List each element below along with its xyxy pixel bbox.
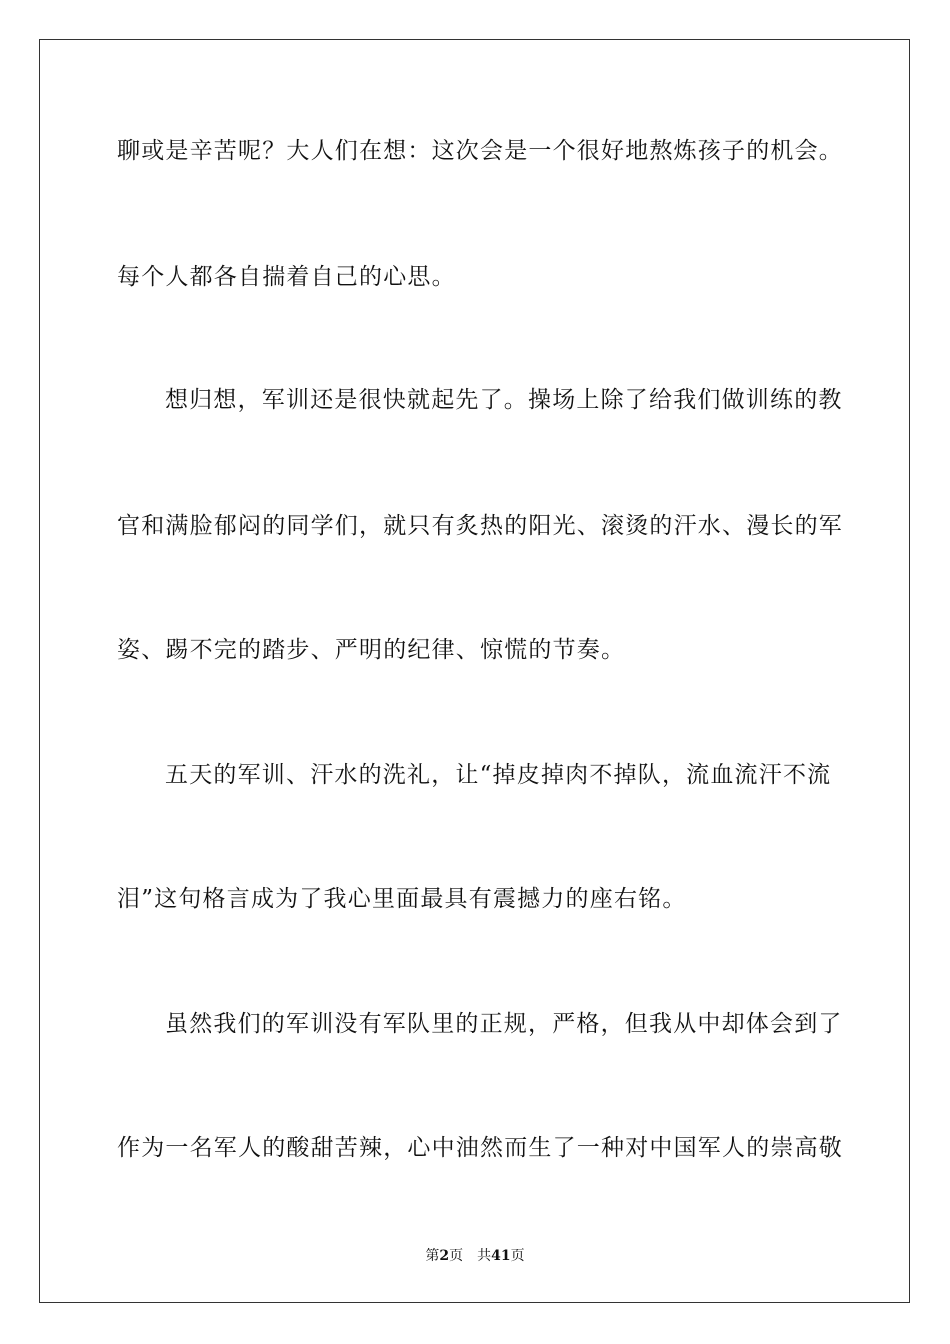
total-suffix: 页 (510, 1248, 525, 1264)
text-line: 官和满脸郁闷的同学们，就只有炙热的阳光、滚烫的汗水、漫长的军 (117, 513, 843, 539)
paragraph-start-line: 五天的军训、汗水的洗礼，让“掉皮掉肉不掉队，流血流汗不流 (165, 762, 832, 788)
text-line: 泪”这句格言成为了我心里面最具有震撼力的座右铭。 (117, 886, 687, 912)
page-footer (0, 1246, 950, 1266)
text-line: 作为一名军人的酸甜苦辣，心中油然而生了一种对中国军人的崇高敬 (117, 1135, 843, 1161)
text-line: 姿、踢不完的踏步、严明的纪律、惊慌的节奏。 (117, 637, 626, 663)
paragraph-start-line: 想归想，军训还是很快就起先了。操场上除了给我们做训练的教 (165, 387, 843, 413)
total-pages-number: 41 (491, 1248, 511, 1264)
page-border (39, 39, 910, 1303)
text-line: 每个人都各自揣着自己的心思。 (117, 264, 456, 290)
text-line: 聊或是辛苦呢？大人们在想：这次会是一个很好地熬炼孩子的机会。 (117, 138, 843, 164)
paragraph-start-line: 虽然我们的军训没有军队里的正规，严格，但我从中却体会到了 (165, 1011, 843, 1037)
page-suffix: 页 (449, 1248, 464, 1264)
total-prefix: 共 (477, 1248, 492, 1264)
page-prefix: 第 (425, 1248, 440, 1264)
current-page-number: 2 (439, 1248, 450, 1264)
